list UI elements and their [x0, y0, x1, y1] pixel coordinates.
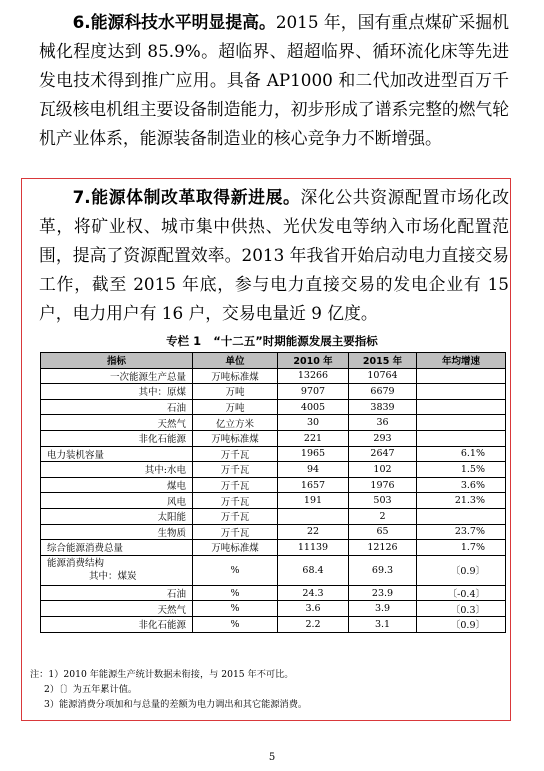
value-2010: 24.3	[278, 585, 349, 601]
paragraph-lead: 7.能源体制改革取得新进展。	[72, 187, 301, 207]
table-row	[41, 508, 506, 524]
value-2010: 11139	[278, 540, 349, 556]
unit-cell: %	[193, 585, 278, 601]
unit-cell: 万千瓦	[193, 493, 278, 509]
table-row	[41, 555, 506, 585]
indicator-name: 非化石能源	[41, 430, 193, 446]
value-2015: 2647	[349, 446, 417, 462]
paragraph-energy-technology	[39, 8, 509, 153]
value-2010: 4005	[278, 399, 349, 415]
table-row	[41, 368, 506, 384]
value-2010: 2.2	[278, 616, 349, 632]
header-indicator: 指标	[41, 353, 193, 369]
value-2015: 36	[349, 415, 417, 431]
value-2010: 1657	[278, 477, 349, 493]
growth-cell	[417, 415, 506, 431]
header-growth: 年均增速	[417, 353, 506, 369]
value-2015: 10764	[349, 368, 417, 384]
unit-cell: 万吨标准煤	[193, 430, 278, 446]
value-2010: 191	[278, 493, 349, 509]
growth-cell	[417, 399, 506, 415]
note-line: 注：1）2010 年能源生产统计数据未衔接，与 2015 年不可比。	[30, 669, 294, 680]
unit-cell: %	[193, 601, 278, 617]
indicator-name: 石油	[41, 399, 193, 415]
growth-cell: 6.1%	[417, 446, 506, 462]
unit-cell: 万千瓦	[193, 446, 278, 462]
value-2015: 2	[349, 508, 417, 524]
indicator-name: 天然气	[41, 415, 193, 431]
unit-cell: 万千瓦	[193, 524, 278, 540]
indicator-name: 石油	[41, 585, 193, 601]
table-row	[41, 477, 506, 493]
table-row	[41, 446, 506, 462]
note-line: 2）〔〕为五年累计值。	[44, 684, 138, 695]
growth-cell: 〔0.3〕	[417, 601, 506, 617]
value-2010: 3.6	[278, 601, 349, 617]
table-row	[41, 540, 506, 556]
paragraph-body: 深化公共资源配置市场化改革，将矿业权、城市集中供热、光伏发电等纳入市场化配置范围，提高了资源配置效率。2013 年我省开始启动电力直接交易工作，截至 2015 年底，参与电力直接交易的发电企业有 15 户，电力用户有 16 户，交易电量近 9 亿度。	[39, 187, 509, 323]
unit-cell: 万吨标准煤	[193, 540, 278, 556]
value-2010: 68.4	[278, 555, 349, 585]
table-row	[41, 384, 506, 400]
table-row	[41, 462, 506, 478]
table-row	[41, 585, 506, 601]
value-2010: 1965	[278, 446, 349, 462]
indicator-name: 非化石能源	[41, 616, 193, 632]
value-2015: 503	[349, 493, 417, 509]
indicator-name: 生物质	[41, 524, 193, 540]
table-row	[41, 415, 506, 431]
table-row	[41, 399, 506, 415]
value-2010: 30	[278, 415, 349, 431]
table-notes	[30, 667, 500, 712]
value-2010: 9707	[278, 384, 349, 400]
indicator-name: 天然气	[41, 601, 193, 617]
growth-cell: 1.7%	[417, 540, 506, 556]
value-2015: 23.9	[349, 585, 417, 601]
page-number: 5	[268, 752, 276, 763]
growth-cell	[417, 508, 506, 524]
unit-cell: 万千瓦	[193, 508, 278, 524]
table-row	[41, 601, 506, 617]
table-row	[41, 430, 506, 446]
indicator-name: 电力装机容量	[41, 446, 193, 462]
table-header-row	[41, 353, 506, 369]
indicator-name: 其中：原煤	[41, 384, 193, 400]
value-2015: 293	[349, 430, 417, 446]
value-2010: 221	[278, 430, 349, 446]
value-2015: 3.1	[349, 616, 417, 632]
growth-cell: 〔0.9〕	[417, 555, 506, 585]
unit-cell: 万吨标准煤	[193, 368, 278, 384]
indicator-name: 综合能源消费总量	[41, 540, 193, 556]
value-2010: 13266	[278, 368, 349, 384]
indicator-name: 其中:水电	[41, 462, 193, 478]
growth-cell	[417, 384, 506, 400]
header-unit: 单位	[193, 353, 278, 369]
indicator-name: 一次能源生产总量	[41, 368, 193, 384]
value-2015: 3.9	[349, 601, 417, 617]
value-2010: 22	[278, 524, 349, 540]
unit-cell: 万吨	[193, 399, 278, 415]
growth-cell: 21.3%	[417, 493, 506, 509]
unit-cell: 万千瓦	[193, 477, 278, 493]
paragraph-lead: 6.能源科技水平明显提高。	[72, 12, 276, 32]
paragraph-body: 2015 年，国有重点煤矿采掘机械化程度达到 85.9%。超临界、超超临界、循环流化床等先进发电技术得到推广应用。具备 AP1000 和二代加改进型百万千瓦级核电机组主要设备制造能力，初步形成了谱系完整的燃气轮机产业体系，能源装备制造业的核心竞争力不断增强。	[39, 12, 509, 148]
growth-cell: 1.5%	[417, 462, 506, 478]
value-2015: 65	[349, 524, 417, 540]
growth-cell: 〔0.9〕	[417, 616, 506, 632]
table-row	[41, 493, 506, 509]
indicator-sub-label: 其中：煤炭	[89, 571, 137, 583]
unit-cell: 万千瓦	[193, 462, 278, 478]
unit-cell: 万吨	[193, 384, 278, 400]
growth-cell: 23.7%	[417, 524, 506, 540]
value-2015: 3839	[349, 399, 417, 415]
indicator-name: 煤电	[41, 477, 193, 493]
unit-cell: 亿立方米	[193, 415, 278, 431]
indicator-name: 风电	[41, 493, 193, 509]
indicator-name	[41, 555, 193, 585]
growth-cell	[417, 430, 506, 446]
header-2015: 2015 年	[349, 353, 417, 369]
table-row	[41, 524, 506, 540]
unit-cell: %	[193, 616, 278, 632]
note-line: 3）能源消费分项加和与总量的差额为电力调出和其它能源消费。	[44, 699, 308, 710]
value-2010	[278, 508, 349, 524]
value-2015: 12126	[349, 540, 417, 556]
value-2015: 69.3	[349, 555, 417, 585]
value-2015: 1976	[349, 477, 417, 493]
value-2015: 102	[349, 462, 417, 478]
paragraph-energy-reform	[39, 183, 509, 328]
table-row	[41, 616, 506, 632]
value-2010: 94	[278, 462, 349, 478]
value-2015: 6679	[349, 384, 417, 400]
growth-cell: 3.6%	[417, 477, 506, 493]
table-title: 专栏 1 “十二五”时期能源发展主要指标	[166, 334, 378, 348]
header-2010: 2010 年	[278, 353, 349, 369]
indicators-table	[40, 352, 506, 633]
indicator-name: 太阳能	[41, 508, 193, 524]
growth-cell	[417, 368, 506, 384]
growth-cell: 〔-0.4〕	[417, 585, 506, 601]
unit-cell: %	[193, 555, 278, 585]
indicator-group-label: 能源消费结构	[47, 558, 105, 570]
